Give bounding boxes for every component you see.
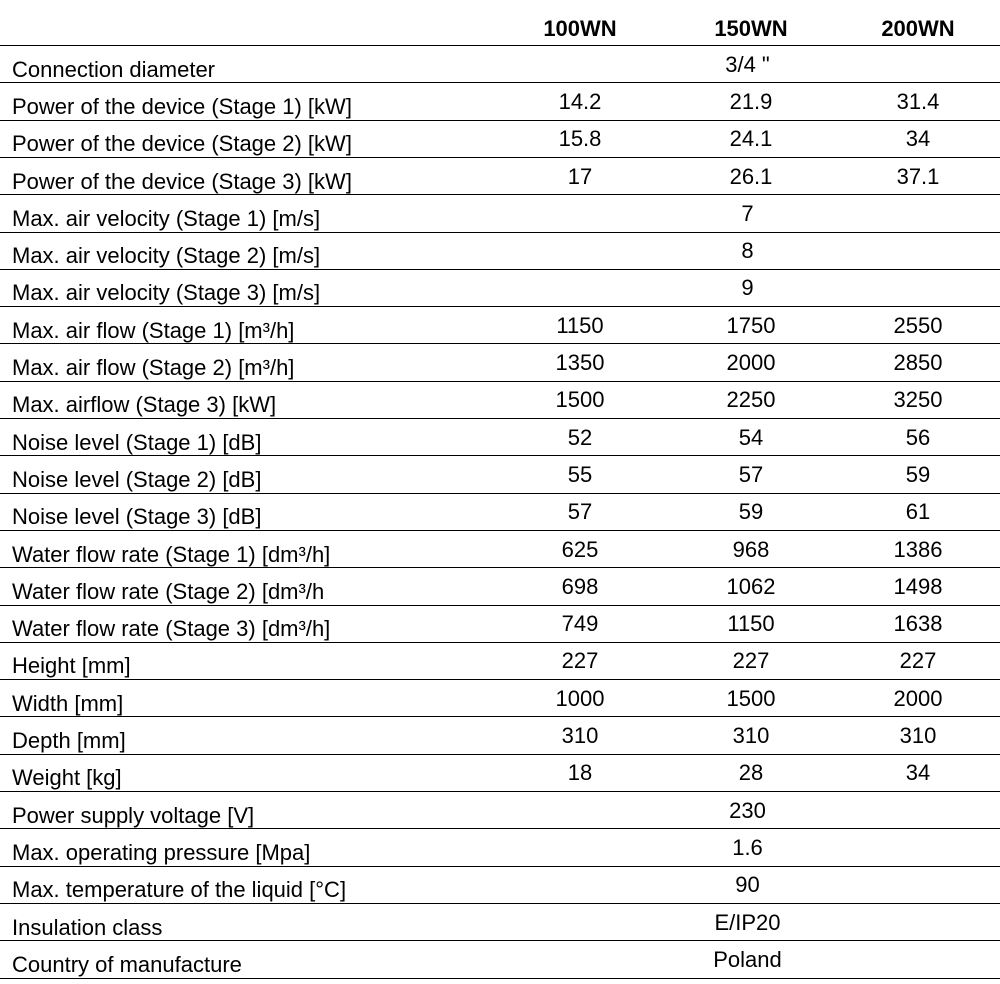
table-row bbox=[0, 530, 1000, 568]
row-value-150wn: 2000 bbox=[726, 350, 776, 376]
table-row bbox=[0, 157, 1000, 195]
row-value-200wn: 56 bbox=[905, 424, 931, 450]
row-value-200wn: 1638 bbox=[893, 611, 943, 637]
table-row bbox=[0, 194, 1000, 232]
table-row bbox=[0, 232, 1000, 270]
row-value-100wn: 1000 bbox=[555, 685, 605, 711]
table-row bbox=[0, 791, 1000, 829]
row-label: Max. temperature of the liquid [°C] bbox=[12, 877, 347, 903]
row-label: Water flow rate (Stage 3) [dm³/h] bbox=[12, 616, 331, 642]
row-value-200wn: 227 bbox=[899, 648, 937, 674]
row-label: Max. air velocity (Stage 1) [m/s] bbox=[12, 205, 321, 231]
row-label: Insulation class bbox=[12, 914, 163, 940]
row-value-100wn: 18 bbox=[567, 760, 593, 786]
table-row bbox=[0, 828, 1000, 866]
table-row bbox=[0, 940, 1000, 978]
table-row bbox=[0, 903, 1000, 941]
row-label: Max. air flow (Stage 2) [m³/h] bbox=[12, 355, 295, 381]
row-value-200wn: 2850 bbox=[893, 350, 943, 376]
table-row bbox=[0, 269, 1000, 307]
row-value-200wn: 1498 bbox=[893, 573, 943, 599]
row-value-150wn: 54 bbox=[738, 424, 764, 450]
row-value-100wn: 698 bbox=[561, 573, 599, 599]
table-row bbox=[0, 455, 1000, 493]
column-header-200wn: 200WN bbox=[881, 15, 955, 41]
row-label: Country of manufacture bbox=[12, 951, 242, 977]
row-value-100wn: 1150 bbox=[556, 312, 604, 338]
row-value-shared: 230 bbox=[729, 797, 766, 823]
row-label: Max. air velocity (Stage 2) [m/s] bbox=[12, 243, 321, 269]
row-value-100wn: 14.2 bbox=[558, 88, 602, 114]
row-value-200wn: 310 bbox=[899, 723, 937, 749]
table-header-row bbox=[0, 0, 1000, 45]
row-value-150wn: 59 bbox=[738, 499, 764, 525]
row-value-100wn: 1500 bbox=[555, 387, 605, 413]
table-row bbox=[0, 679, 1000, 717]
row-value-shared: 7 bbox=[741, 200, 754, 226]
table-row bbox=[0, 716, 1000, 754]
table-row bbox=[0, 418, 1000, 456]
table-row bbox=[0, 605, 1000, 643]
row-value-100wn: 52 bbox=[567, 424, 593, 450]
table-row bbox=[0, 45, 1000, 83]
row-value-shared: 9 bbox=[741, 275, 754, 301]
row-label: Noise level (Stage 3) [dB] bbox=[12, 504, 262, 530]
row-value-shared: 90 bbox=[735, 872, 760, 898]
row-value-100wn: 1350 bbox=[555, 350, 605, 376]
row-value-100wn: 57 bbox=[567, 499, 593, 525]
row-value-100wn: 310 bbox=[561, 723, 599, 749]
row-value-200wn: 34 bbox=[905, 126, 931, 152]
table-row bbox=[0, 567, 1000, 605]
row-label: Power of the device (Stage 1) [kW] bbox=[12, 93, 352, 119]
row-label: Noise level (Stage 2) [dB] bbox=[12, 466, 262, 492]
table-row bbox=[0, 642, 1000, 680]
table-row bbox=[0, 82, 1000, 120]
table-row bbox=[0, 343, 1000, 381]
row-label: Max. airflow (Stage 3) [kW] bbox=[12, 392, 277, 418]
row-value-150wn: 227 bbox=[732, 648, 770, 674]
row-label: Max. operating pressure [Mpa] bbox=[12, 839, 311, 865]
row-value-200wn: 3250 bbox=[893, 387, 943, 413]
row-value-100wn: 749 bbox=[561, 611, 599, 637]
column-header-150wn: 150WN bbox=[714, 15, 788, 41]
row-value-150wn: 1150 bbox=[727, 611, 775, 637]
row-value-200wn: 1386 bbox=[893, 536, 943, 562]
row-value-150wn: 1062 bbox=[726, 573, 776, 599]
row-value-shared: Poland bbox=[713, 946, 782, 972]
row-value-200wn: 34 bbox=[905, 760, 931, 786]
row-value-shared: E/IP20 bbox=[714, 909, 781, 935]
row-value-shared: 1.6 bbox=[732, 834, 763, 860]
table-row bbox=[0, 493, 1000, 531]
row-value-200wn: 2000 bbox=[893, 685, 943, 711]
table-row bbox=[0, 381, 1000, 419]
row-label: Water flow rate (Stage 2) [dm³/h bbox=[12, 578, 325, 604]
table-row bbox=[0, 306, 1000, 344]
row-value-200wn: 37.1 bbox=[896, 163, 940, 189]
row-value-150wn: 28 bbox=[738, 760, 764, 786]
table-row bbox=[0, 866, 1000, 904]
row-value-100wn: 55 bbox=[567, 461, 593, 487]
row-label: Noise level (Stage 1) [dB] bbox=[12, 429, 262, 455]
table-bottom-border bbox=[0, 978, 1000, 979]
column-header-100wn: 100WN bbox=[543, 15, 617, 41]
row-label: Max. air flow (Stage 1) [m³/h] bbox=[12, 317, 295, 343]
row-value-shared: 3/4 " bbox=[725, 51, 770, 77]
row-label: Water flow rate (Stage 1) [dm³/h] bbox=[12, 541, 331, 567]
row-value-150wn: 968 bbox=[732, 536, 770, 562]
row-value-150wn: 2250 bbox=[726, 387, 776, 413]
row-value-200wn: 59 bbox=[905, 461, 931, 487]
row-label: Weight [kg] bbox=[12, 765, 122, 791]
row-value-200wn: 61 bbox=[905, 499, 931, 525]
table-row bbox=[0, 120, 1000, 158]
row-value-150wn: 57 bbox=[738, 461, 764, 487]
row-value-100wn: 625 bbox=[561, 536, 599, 562]
row-label: Height [mm] bbox=[12, 653, 131, 679]
row-value-200wn: 2550 bbox=[893, 312, 943, 338]
row-value-100wn: 15.8 bbox=[558, 126, 602, 152]
row-value-200wn: 31.4 bbox=[896, 88, 940, 114]
table-row bbox=[0, 754, 1000, 792]
row-label: Power of the device (Stage 2) [kW] bbox=[12, 131, 352, 157]
row-value-150wn: 310 bbox=[732, 723, 770, 749]
row-value-150wn: 26.1 bbox=[729, 163, 773, 189]
row-value-150wn: 1500 bbox=[726, 685, 776, 711]
row-label: Connection diameter bbox=[12, 56, 216, 82]
row-label: Depth [mm] bbox=[12, 728, 126, 754]
row-value-150wn: 24.1 bbox=[729, 126, 773, 152]
row-label: Max. air velocity (Stage 3) [m/s] bbox=[12, 280, 321, 306]
row-value-100wn: 17 bbox=[567, 163, 593, 189]
row-value-100wn: 227 bbox=[561, 648, 599, 674]
row-label: Power supply voltage [V] bbox=[12, 802, 255, 828]
row-value-150wn: 1750 bbox=[726, 312, 776, 338]
row-label: Width [mm] bbox=[12, 690, 124, 716]
row-value-shared: 8 bbox=[741, 238, 754, 264]
row-value-150wn: 21.9 bbox=[729, 88, 773, 114]
row-label: Power of the device (Stage 3) [kW] bbox=[12, 168, 352, 194]
